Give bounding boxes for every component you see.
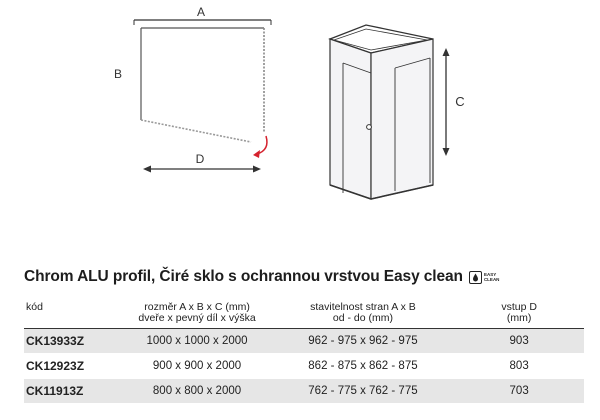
perspective-view <box>330 25 465 199</box>
section-title-row <box>24 268 499 286</box>
label-a: A <box>196 5 206 19</box>
table-row <box>24 379 584 404</box>
water-drop-icon <box>469 271 482 284</box>
header-dims: rozměr A x B x C (mm) dveře x pevný díl x výška <box>138 301 256 324</box>
cell-entry: 703 <box>509 385 529 397</box>
easy-clean-text: EASY CLEAN <box>483 272 500 282</box>
cell-dims: 900 x 900 x 2000 <box>152 360 242 372</box>
table-header-row <box>24 299 584 329</box>
label-d: D <box>195 152 205 166</box>
spec-table <box>24 299 584 404</box>
cell-adjust: 862 - 875 x 862 - 875 <box>308 360 418 372</box>
table-row <box>24 329 584 354</box>
glass-bottom <box>141 120 251 142</box>
door-knob-icon <box>367 125 372 130</box>
cell-entry: 903 <box>509 335 529 347</box>
door-swing-arrowhead <box>253 150 260 158</box>
cell-adjust: 962 - 975 x 962 - 975 <box>308 335 418 347</box>
door-panel <box>371 39 433 199</box>
cell-code: CK12923Z <box>26 359 85 373</box>
plan-view <box>114 5 271 173</box>
cell-adjust: 762 - 775 x 762 - 775 <box>308 385 418 397</box>
cell-dims: 800 x 800 x 2000 <box>152 385 242 397</box>
cell-code: CK13933Z <box>26 334 85 348</box>
cell-dims: 1000 x 1000 x 2000 <box>146 335 248 347</box>
header-code: kód <box>26 301 43 313</box>
fixed-panel <box>330 39 371 199</box>
label-b: B <box>113 67 123 81</box>
cell-entry: 803 <box>509 360 529 372</box>
easy-clean-badge <box>469 271 500 284</box>
header-adjust: stavitelnost stran A x B od - do (mm) <box>310 301 416 324</box>
cell-code: CK11913Z <box>26 384 84 398</box>
header-entry: vstup D (mm) <box>501 301 537 324</box>
table-row <box>24 354 584 379</box>
section-title: Chrom ALU profil, Čiré sklo s ochrannou vrstvou Easy clean <box>24 268 463 285</box>
label-c: C <box>455 94 465 109</box>
